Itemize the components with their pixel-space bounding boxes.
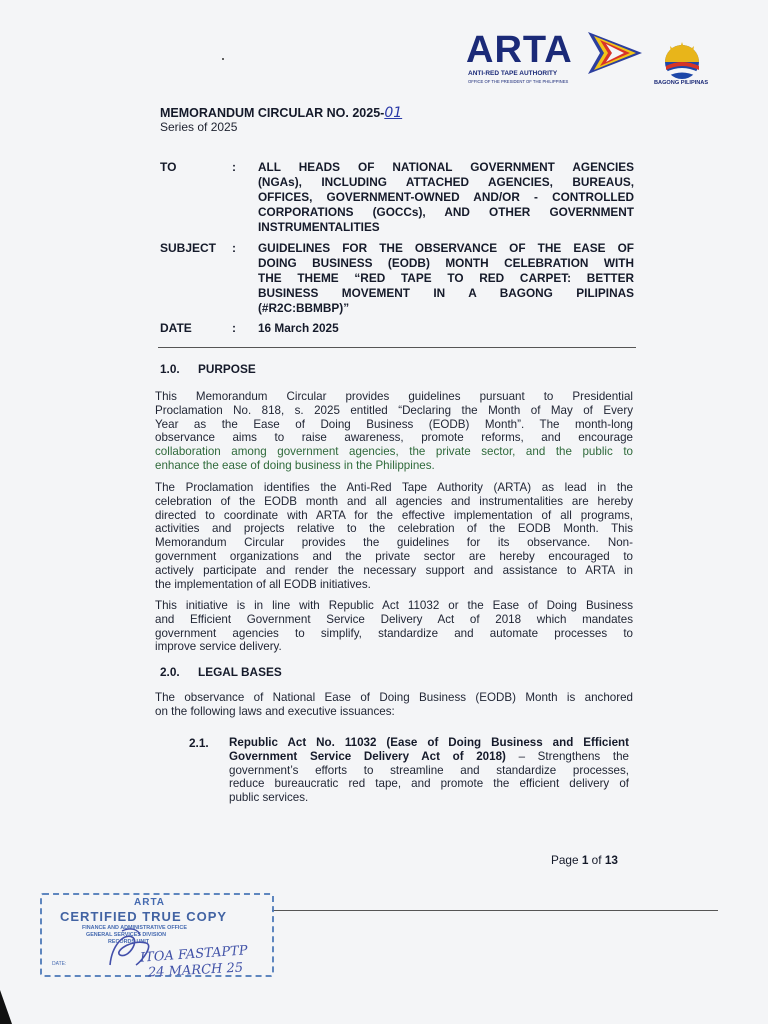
footer-divider bbox=[272, 910, 718, 911]
text-line: This Memorandum Circular provides guidelines pursuant to Presidential bbox=[155, 390, 633, 403]
text-line: This initiative is in line with Republic Act 11032 or the Ease of Doing Business bbox=[155, 599, 633, 612]
legal-paragraph-1 bbox=[155, 691, 633, 719]
speck bbox=[222, 58, 224, 60]
stamp-title: CERTIFIED TRUE COPY bbox=[60, 909, 228, 924]
page-prefix: Page bbox=[551, 853, 582, 867]
section-heading-purpose bbox=[160, 362, 256, 376]
purpose-paragraph-3 bbox=[155, 599, 633, 654]
text-line: reduce bureaucratic red tape, and promote the efficient delivery of bbox=[229, 777, 629, 791]
to-label: TO bbox=[160, 160, 177, 174]
subject-line: BUSINESS MOVEMENT IN A BAGONG PILIPINAS bbox=[258, 286, 634, 300]
text-line: celebration of the EODB month and all agencies and instrumentalities are hereby bbox=[155, 494, 633, 508]
purpose-paragraph-2 bbox=[155, 481, 633, 591]
stamp-division: GENERAL SERVICES DIVISION bbox=[86, 932, 167, 938]
section-title: LEGAL BASES bbox=[198, 665, 282, 679]
arta-logo-office: OFFICE OF THE PRESIDENT OF THE PHILIPPINES bbox=[468, 79, 569, 84]
purpose-paragraph-1 bbox=[155, 390, 633, 473]
text-line: observance aims to raise awareness, promote reforms, and encourage bbox=[155, 431, 633, 445]
text-line: The Proclamation identifies the Anti-Red Tape Authority (ARTA) as lead in the bbox=[155, 481, 633, 494]
arta-arrow-icon bbox=[586, 30, 646, 76]
section-number: 1.0. bbox=[160, 362, 180, 376]
stamp-date-label: DATE: bbox=[52, 961, 67, 967]
subject-line: DOING BUSINESS (EODB) MONTH CELEBRATION WITH bbox=[258, 256, 634, 270]
to-line: CORPORATIONS (GOCCs), AND OTHER GOVERNMENT bbox=[258, 205, 634, 219]
page-of: of bbox=[588, 853, 605, 867]
section-number: 2.0. bbox=[160, 665, 180, 679]
bagong-pilipinas-caption: BAGONG PILIPINAS bbox=[654, 80, 709, 86]
text-line: Year as the Ease of Doing Business (EODB) Month”. The month-long bbox=[155, 417, 633, 431]
text-line: directed to coordinate with ARTA for the effective implementation of all programs, bbox=[155, 508, 633, 522]
memo-series: Series of 2025 bbox=[160, 120, 238, 134]
text-line: the implementation of all EODB initiatives. bbox=[155, 577, 371, 591]
subject-colon: : bbox=[232, 241, 236, 255]
text-line bbox=[229, 750, 629, 764]
to-line: INSTRUMENTALITIES bbox=[258, 220, 380, 234]
subject-line: GUIDELINES FOR THE OBSERVANCE OF THE EASE OF bbox=[258, 241, 634, 255]
text-line: on the following laws and executive issuances: bbox=[155, 704, 395, 718]
section-heading-legal-bases bbox=[160, 665, 282, 679]
subject-label: SUBJECT bbox=[160, 241, 217, 255]
text-line: activities and projects relative to the celebration of the EODB Month. This bbox=[155, 522, 633, 536]
text-line: collaboration among government agencies, the private sector, and the public to bbox=[155, 445, 633, 459]
to-value bbox=[258, 160, 634, 235]
stamp-office: FINANCE AND ADMINISTRATIVE OFFICE bbox=[82, 925, 187, 931]
text-line: and Efficient Government Service Delivery Act of 2018 which mandates bbox=[155, 612, 633, 626]
text-line: Proclamation No. 818, s. 2025 entitled “Declaring the Month of May of Every bbox=[155, 403, 633, 417]
text-line: enhance the ease of doing business in the Philippines. bbox=[155, 458, 435, 472]
item-text: – Strengthens the bbox=[505, 749, 629, 763]
text-line: Memorandum Circular provides the guidelines for its observance. Non- bbox=[155, 536, 633, 550]
to-line: (NGAs), INCLUDING ATTACHED AGENCIES, BUREAUS, bbox=[258, 175, 634, 189]
page-current: 1 bbox=[581, 853, 589, 867]
to-line: ALL HEADS OF NATIONAL GOVERNMENT AGENCIES bbox=[258, 160, 634, 174]
subject-value bbox=[258, 241, 634, 316]
text-line: government agencies to simplify, standardize and automate processes to bbox=[155, 626, 633, 640]
to-colon: : bbox=[232, 160, 236, 174]
legal-item-2-1 bbox=[229, 736, 629, 805]
page-number bbox=[551, 853, 618, 867]
memo-title bbox=[160, 105, 402, 121]
certified-true-copy-stamp bbox=[40, 893, 274, 981]
memo-title-prefix: MEMORANDUM CIRCULAR NO. 2025- bbox=[160, 106, 385, 120]
date-colon: : bbox=[232, 321, 236, 335]
text-line: actively participate and render the necessary support and assistance to ARTA in bbox=[155, 563, 633, 577]
text-line: The observance of National Ease of Doing Business (EODB) Month is anchored bbox=[155, 691, 633, 704]
text-line bbox=[229, 736, 629, 750]
text-line: improve service delivery. bbox=[155, 640, 282, 654]
date-value: 16 March 2025 bbox=[258, 321, 339, 335]
item-number: 2.1. bbox=[189, 736, 209, 750]
subject-line: (#R2C:BBMBP)” bbox=[258, 301, 350, 315]
arta-logo-subtitle: ANTI-RED TAPE AUTHORITY bbox=[468, 70, 558, 77]
section-title: PURPOSE bbox=[198, 362, 256, 376]
scan-corner bbox=[0, 990, 12, 1024]
text-line: government organizations and the private sector are hereby encouraged to bbox=[155, 549, 633, 563]
item-bold-text: Government Service Delivery Act of 2018) bbox=[229, 749, 506, 763]
header-divider bbox=[158, 347, 636, 348]
stamp-handwritten-1: ITOA FASTAPTP bbox=[139, 943, 249, 966]
arta-logo-word: ARTA bbox=[466, 29, 573, 71]
to-line: OFFICES, GOVERNMENT-OWNED AND/OR - CONTROLLED bbox=[258, 190, 634, 204]
date-label: DATE bbox=[160, 321, 192, 335]
subject-line: THE THEME “RED TAPE TO RED CARPET: BETTER bbox=[258, 271, 634, 285]
memo-number-handwritten: 01 bbox=[384, 105, 403, 121]
stamp-unit: RECORDS UNIT bbox=[108, 939, 150, 945]
stamp-logo: ARTA bbox=[134, 897, 166, 908]
item-bold-text: Republic Act No. 11032 (Ease of Doing Business and Efficient bbox=[229, 736, 629, 749]
stamp-handwritten-2: 24 MARCH 25 bbox=[147, 960, 244, 981]
page-total: 13 bbox=[604, 853, 618, 867]
text-line: public services. bbox=[229, 791, 309, 805]
text-line: government’s efforts to streamline and standardize processes, bbox=[229, 763, 629, 777]
